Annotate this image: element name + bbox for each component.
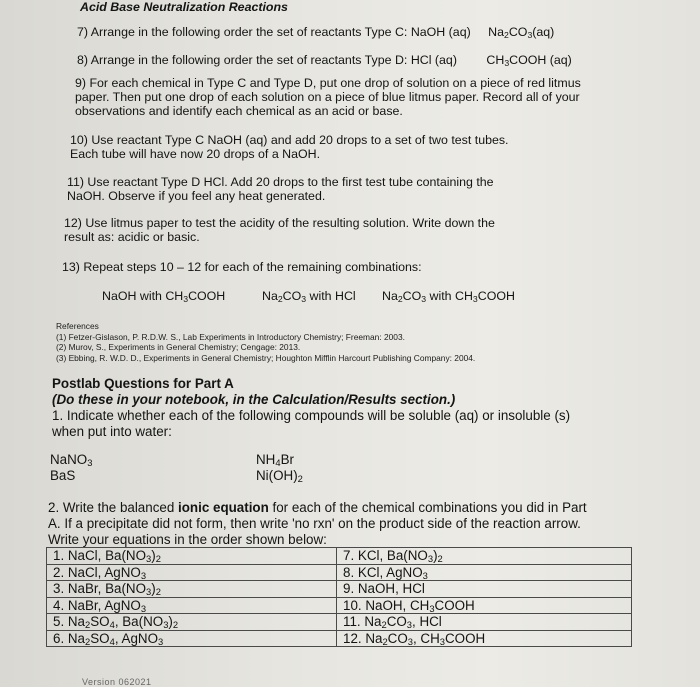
question-2-text: A. If a precipitate did not form, then write 'no rxn' on the product side of the reaction arrow. [48, 516, 581, 531]
reference-item: (2) Murov, S., Experiments in General Chemistry; Cengage: 2013. [56, 342, 301, 352]
step-9-line: 9) For each chemical in Type C and Type D, put one drop of solution on a piece of red litmus [75, 76, 581, 90]
combo-2: $Na_2CO_3$ with HCl [262, 289, 356, 304]
question-1-line: when put into water: [52, 424, 172, 439]
question-2-text: Write your equations in the order shown below: [48, 532, 327, 547]
postlab-subtitle: (Do these in your notebook, in the Calculation/Results section.) [52, 392, 456, 407]
compound-bas: BaS [50, 468, 76, 483]
table-row [47, 597, 632, 614]
step-11-line: 11) Use reactant Type D HCl. Add 20 drops to the first test tube containing the [67, 175, 494, 189]
step-12 [64, 216, 495, 244]
table-row [47, 581, 632, 598]
combo-1: NaOH with $CH_3COOH$ [102, 289, 226, 304]
step-12-line: 12) Use litmus paper to test the acidity of the resulting solution. Write down the [64, 216, 495, 230]
postlab-section [52, 376, 570, 440]
table-cell: 4. NaBr, AgNO$_3$ [47, 597, 337, 614]
step-13: 13) Repeat steps 10 – 12 for each of the remaining combinations: [62, 260, 422, 274]
version-footer: Version 062021 [82, 677, 152, 687]
step-7-reagent: $Na_2CO_3(aq)$ [488, 25, 555, 40]
table-cell: 6. $Na_2SO_4$, AgNO$_3$ [47, 630, 337, 647]
step-8-reagent: $CH_3COOH$ (aq) [486, 53, 572, 68]
table-row [47, 614, 632, 631]
question-1-line: 1. Indicate whether each of the following compounds will be soluble (aq) or insoluble (s) [52, 408, 571, 423]
question-2 [48, 500, 587, 548]
question-2-text: 2. Write the balanced [48, 500, 179, 515]
table-cell: 3. NaBr, $Ba(NO_3)_2$ [47, 581, 337, 598]
question-2-text: for each of the chemical combinations you did in Part [268, 500, 587, 515]
step-9 [75, 76, 581, 118]
step-8 [77, 53, 572, 68]
compound-nh4br: $NH_4Br$ [256, 452, 294, 468]
references [56, 321, 475, 363]
table-row [47, 630, 632, 647]
table-cell: 1. NaCl, $Ba(NO_3)_2$ [47, 548, 337, 565]
combo-3: $Na_2CO_3$ with $CH_3COOH$ [382, 289, 515, 304]
step-8-text: 8) Arrange in the following order the set of reactants Type D: HCl (aq) [77, 53, 457, 67]
table-cell: 2. NaCl, AgNO$_3$ [47, 564, 337, 581]
table-cell: 5. $Na_2SO_4$, $Ba(NO_3)_2$ [47, 614, 337, 631]
references-heading: References [56, 321, 99, 331]
compound-nano3: NaNO$_3$ [50, 452, 93, 468]
reference-item: (1) Fetzer-Gislason, P. R.D.W. S., Lab Experiments in Introductory Chemistry; Freeman: 2003. [56, 331, 405, 342]
table-row [47, 548, 632, 565]
step-11-line: NaOH. Observe if you feel any heat generated. [67, 189, 326, 203]
table-cell: 7. KCl, $Ba(NO_3)_2$ [337, 548, 632, 565]
step-10 [70, 133, 509, 161]
step-10-line: 10) Use reactant Type C NaOH (aq) and add 20 drops to a set of two test tubes. [70, 133, 509, 147]
question-2-emphasis: ionic equation [178, 500, 269, 515]
table-cell: 9. NaOH, HCl [337, 581, 632, 598]
page-title: Acid Base Neutralization Reactions [80, 0, 288, 14]
step-10-line: Each tube will have now 20 drops of a NaOH. [70, 147, 321, 161]
compound-nioh2: $Ni(OH)_2$ [256, 468, 303, 484]
step-9-line: observations and identify each chemical as an acid or base. [75, 104, 403, 118]
step-9-line: paper. Then put one drop of each solution on a piece of blue litmus paper. Record all of your [75, 90, 580, 104]
step-11 [67, 175, 494, 203]
postlab-title: Postlab Questions for Part A [52, 376, 234, 391]
table-cell: 8. KCl, AgNO$_3$ [337, 564, 632, 581]
step-12-line: result as: acidic or basic. [64, 230, 200, 244]
step-7 [77, 25, 554, 40]
reference-item: (3) Ebbing, R. W.D. D., Experiments in General Chemistry; Houghton Mifflin Harcourt Publishing Company: 2004. [56, 352, 476, 363]
table-cell: 11. $Na_2CO_3$, HCl [337, 614, 632, 631]
step-7-text: 7) Arrange in the following order the set of reactants Type C: NaOH (aq) [77, 25, 471, 39]
combinations-table [46, 547, 632, 647]
table-row [47, 564, 632, 581]
table-cell: 10. NaOH, $CH_3COOH$ [337, 597, 632, 614]
table-cell: 12. $Na_2CO_3$, $CH_3COOH$ [337, 630, 632, 647]
